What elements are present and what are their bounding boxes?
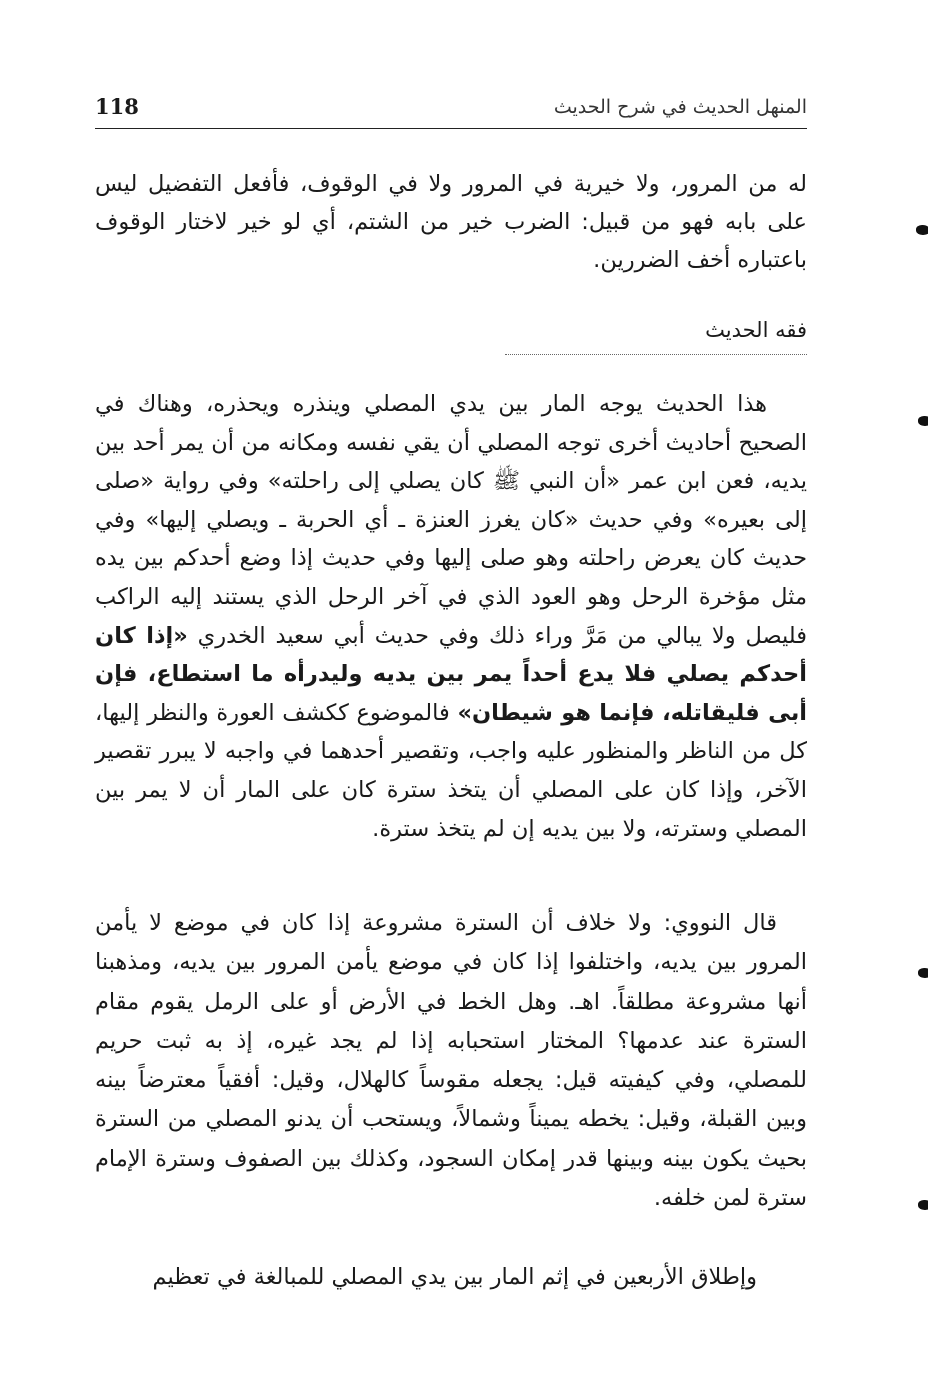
running-title: المنهل الحديث في شرح الحديث [553,96,807,118]
section-underline [505,354,807,355]
margin-mark [918,416,928,426]
hadith-quote-bold-end: فإنما هو شيطان» [457,699,655,726]
page-header [95,88,807,129]
paragraph-4: وإطلاق الأربعين في إثم المار بين يدي المصلي للمبالغة في تعظيم [152,1264,757,1290]
margin-mark [918,1200,928,1210]
paragraph-2 [95,385,807,848]
margin-mark [916,225,928,235]
paragraph-1: له من المرور، ولا خيرية في المرور ولا في الوقوف، فأفعل التفضيل ليس على بابه فهو من قبيل: الضرب خير من الشتم، أي لو خير لاختار الوقوف باعتباره أخف الضررين. [95,171,807,273]
page-number: 118 [95,94,139,119]
paragraph-2-text-after: فالموضوع ككشف العورة والنظر إليها، كل من الناظر والمنظور عليه واجب، وتقصير أحدهما في واجبه لا يبرر تقصير الآخر، وإذا كان على المصلي أن يتخذ سترة كان على المار أن لا يمر بين المصلي وسترته، ولا بين يديه إن لم يتخذ سترة. [95,699,807,842]
margin-mark [918,968,928,978]
hadith-quote-bold: «إذا كان أحدكم يصلي فلا يدع أحداً يمر بين يديه وليدرأه ما استطاع، فإن أبى فليقاتله، [95,622,807,726]
section-heading: فقه الحديث [705,318,807,342]
paragraph-3: قال النووي: ولا خلاف أن السترة مشروعة إذا كان في موضع لا يأمن المرور بين يديه، واختلفوا إذا كان في موضع يأمن المرور بين يديه، ومذهبنا أنها مشروعة مطلقاً. اهـ. وهل الخط في الأرض أو على الرمل يقوم مقام السترة عند عدمها؟ المختار استحبابه إذا لم يجد غيره، إذ به ثبت حريم للمصلي، وفي كيفيته قيل: يجعله مقوساً كالهلال، وقيل: أفقياً معترضاً بينه وبين القبلة، وقيل: يخطه يميناً وشمالاً، ويستحب أن يدنو المصلي من السترة بحيث يكون بينه وبينها قدر إمكان السجود، وكذلك بين الصفوف وسترة الإمام سترة لمن خلفه. [95,910,807,1212]
paragraph-2-text-before: هذا الحديث يوجه المار بين يدي المصلي وينذره ويحذره، وهناك في الصحيح أحاديث أخرى توجه المصلي أن يقي نفسه ومكانه من أن يمر أحد بين يديه، فعن ابن عمر «أن النبي ﷺ كان يصلي إلى راحلته» وفي رواية «صلى إلى بعيره» وفي حديث «كان يغرز العنزة ـ أي الحربة ـ ويصلي إليها» وفي حديث كان يعرض راحلته وهو صلى إليها وفي حديث إذا وضع أحدكم بين يده مثل مؤخرة الرحل وهو العود الذي في آخر الرحل الذي يستند إليه الراكب فليصل ولا يبالي من مَرَّ وراء ذلك وفي حديث أبي سعيد الخدري [95,391,807,649]
